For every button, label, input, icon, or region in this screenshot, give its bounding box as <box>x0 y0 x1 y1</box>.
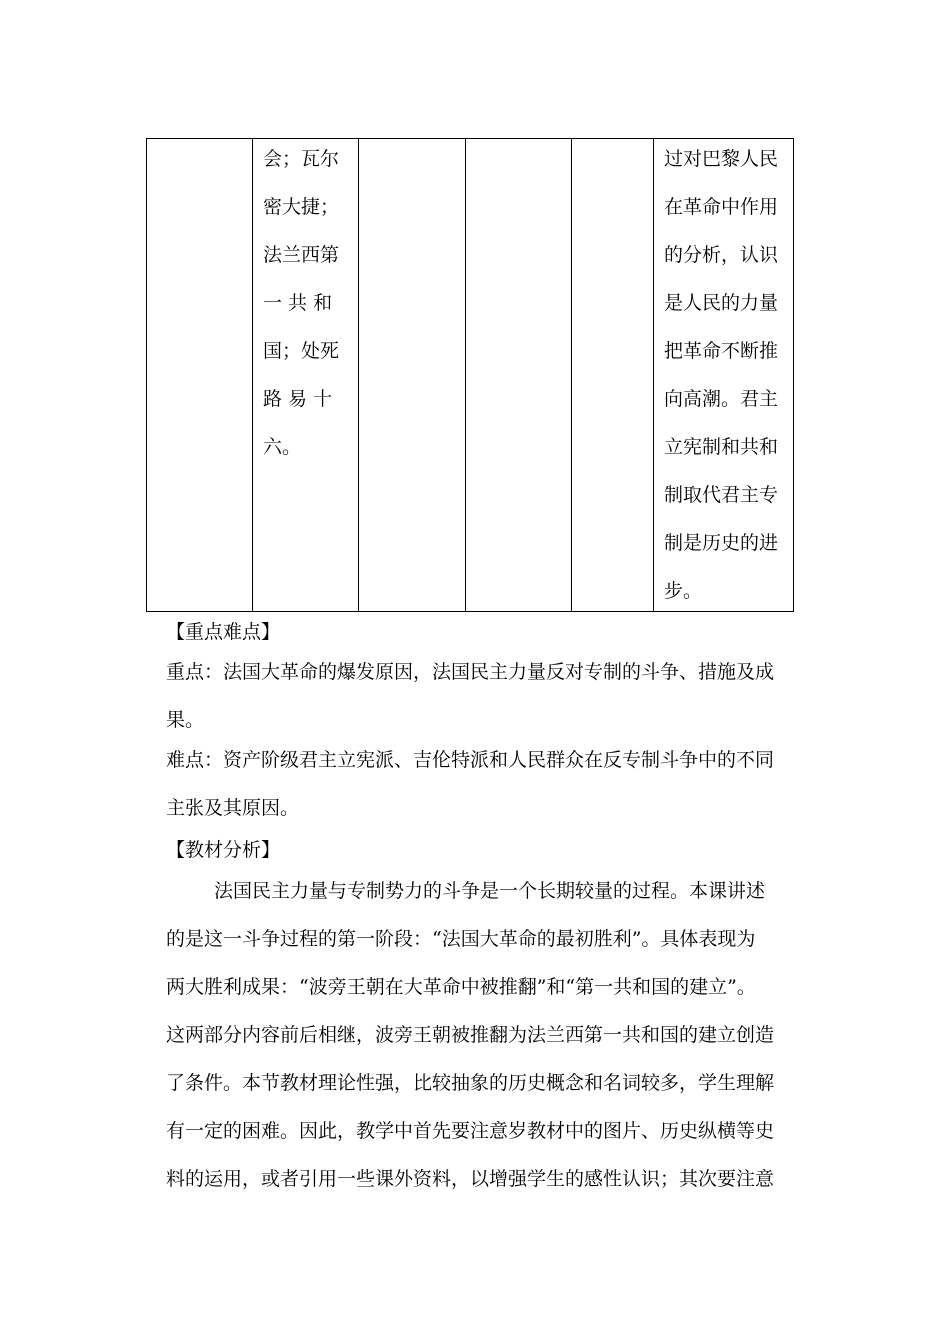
analysis-line: 的是这一斗争过程的第一阶段：“法国大革命的最初胜利”。具体表现为 <box>166 928 756 950</box>
cell-line: 路 易 十 <box>263 388 333 410</box>
lesson-table <box>146 138 794 612</box>
cell-line: 制取代君主专 <box>664 484 779 506</box>
key-point-line: 果。 <box>166 709 205 731</box>
table-column-divider <box>571 139 572 611</box>
key-point-line: 重点：法国大革命的爆发原因，法国民主力量反对专制的斗争、措施及成 <box>166 661 775 683</box>
cell-line: 的分析，认识 <box>664 244 779 266</box>
cell-line: 立宪制和共和 <box>664 436 779 458</box>
cell-line: 步。 <box>664 580 703 602</box>
cell-line: 六。 <box>263 436 302 458</box>
cell-line: 法兰西第 <box>263 244 340 266</box>
analysis-line: 料的运用，或者引用一些课外资料，以增强学生的感性认识；其次要注意 <box>166 1168 775 1190</box>
difficulty-line: 难点：资产阶级君主立宪派、吉伦特派和人民群众在反专制斗争中的不同 <box>166 749 775 771</box>
cell-line: 向高潮。君主 <box>664 388 779 410</box>
table-column-divider <box>653 139 654 611</box>
cell-line: 一 共 和 <box>263 292 333 314</box>
analysis-line: 这两部分内容前后相继，波旁王朝被推翻为法兰西第一共和国的建立创造 <box>166 1024 775 1046</box>
cell-line: 密大捷； <box>263 196 340 218</box>
cell-line: 会；瓦尔 <box>263 148 340 170</box>
cell-line: 国；处死 <box>263 340 340 362</box>
cell-line: 过对巴黎人民 <box>664 148 779 170</box>
difficulty-line: 主张及其原因。 <box>166 797 300 819</box>
table-column-divider <box>358 139 359 611</box>
cell-line: 把革命不断推 <box>664 340 779 362</box>
cell-line: 在革命中作用 <box>664 196 779 218</box>
section-heading-key-points: 【重点难点】 <box>166 621 281 643</box>
analysis-line: 两大胜利成果：“波旁王朝在大革命中被推翻”和“第一共和国的建立”。 <box>166 976 756 998</box>
table-column-divider <box>465 139 466 611</box>
table-cell-goals <box>664 135 790 615</box>
section-heading-analysis: 【教材分析】 <box>166 839 281 861</box>
analysis-line: 法国民主力量与专制势力的斗争是一个长期较量的过程。本课讲述 <box>214 880 766 902</box>
analysis-line: 有一定的困难。因此，教学中首先要注意岁教材中的图片、历史纵横等史 <box>166 1120 775 1142</box>
table-column-divider <box>252 139 253 611</box>
table-cell-knowledge <box>263 135 349 471</box>
cell-line: 制是历史的进 <box>664 532 779 554</box>
cell-line: 是人民的力量 <box>664 292 779 314</box>
analysis-line: 了条件。本节教材理论性强，比较抽象的历史概念和名词较多，学生理解 <box>166 1072 775 1094</box>
